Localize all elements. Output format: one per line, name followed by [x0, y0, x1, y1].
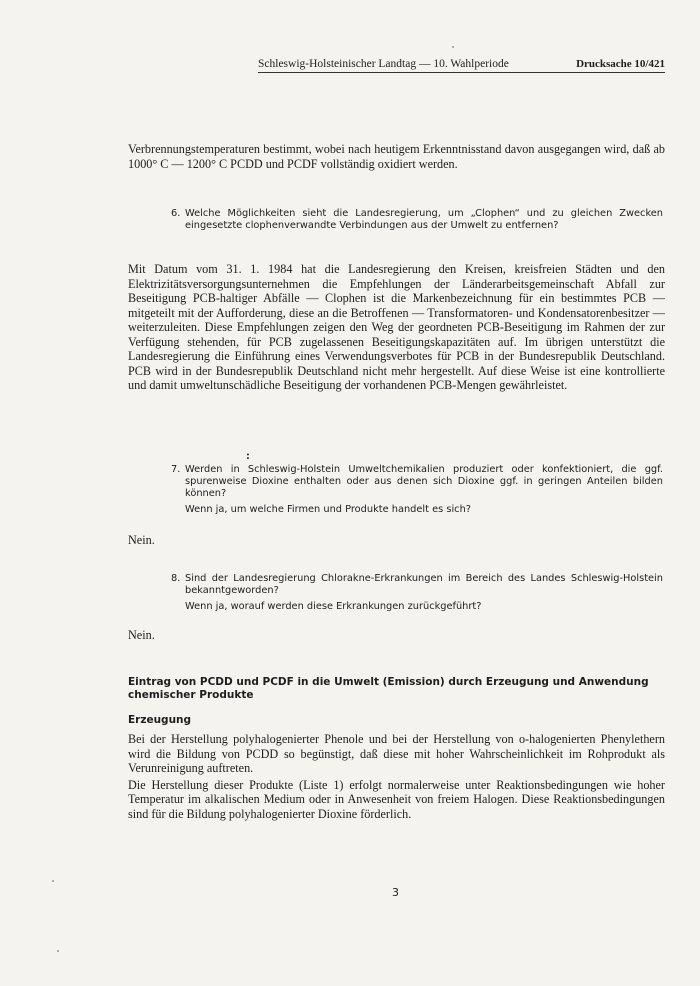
- separator-mark: :: [246, 448, 250, 462]
- paragraph-1: Bei der Herstellung polyhalogenierter Phenole und bei der Herstellung von o-halogenierten Phenylethern wird die Bildung von PCDD so begünstigt, daß diese mit hoher Wahrscheinlichkeit im Rohprodukt als Verunreinigung auftreten.: [128, 732, 665, 775]
- question-text: Werden in Schleswig-Holstein Umweltchemikalien produziert oder konfektioniert, die ggf. spurenweise Dioxine enthalten oder aus denen sich Dioxine ggf. in geringen Anteilen bilden können?: [185, 464, 663, 499]
- page-header: [258, 58, 665, 73]
- intro-paragraph: Verbrennungstemperaturen bestimmt, wobei nach heutigem Erkenntnisstand davon ausgegangen wird, daß ab 1000° C — 1200° C PCDD und PCDF vollständig oxidiert werden.: [128, 142, 665, 171]
- question-8: [171, 573, 663, 613]
- question-subtext: Wenn ja, worauf werden diese Erkrankungen zurückgeführt?: [185, 601, 482, 612]
- question-number: 8.: [171, 573, 181, 584]
- scan-speck: [52, 880, 54, 882]
- header-title: Schleswig-Holsteinischer Landtag — 10. Wahlperiode: [258, 58, 509, 70]
- scan-speck: [57, 950, 59, 952]
- section-heading: Eintrag von PCDD und PCDF in die Umwelt (Emission) durch Erzeugung und Anwendung chemischer Produkte: [128, 676, 649, 701]
- document-number: Drucksache 10/421: [576, 58, 665, 70]
- question-text: Sind der Landesregierung Chlorakne-Erkrankungen im Bereich des Landes Schleswig-Holstein bekanntgeworden?: [185, 573, 663, 596]
- body-section: [128, 732, 665, 823]
- subheading: Erzeugung: [128, 714, 192, 726]
- question-number: 7.: [171, 464, 181, 475]
- question-text: Welche Möglichkeiten sieht die Landesregierung, um „Clophen“ und zu gleichen Zwecken eingesetzte clophenverwandte Verbindungen aus der Umwelt zu entfernen?: [185, 208, 663, 231]
- question-7: [171, 464, 663, 516]
- question-subtext: Wenn ja, um welche Firmen und Produkte handelt es sich?: [185, 504, 471, 515]
- question-6: [171, 208, 663, 232]
- scan-speck: [452, 46, 454, 48]
- paragraph-2: Die Herstellung dieser Produkte (Liste 1) erfolgt normalerweise unter Reaktionsbedingungen wie hoher Temperatur im alkalischen Medium oder in Anwesenheit von freiem Halogen. Diese Reaktionsbedingungen sind für die Bildung polyhalogenierter Dioxine förderlich.: [128, 777, 665, 821]
- answer-7: Nein.: [128, 533, 155, 547]
- page-number: 3: [392, 886, 399, 899]
- answer-8: Nein.: [128, 628, 155, 642]
- answer-6: Mit Datum vom 31. 1. 1984 hat die Landesregierung den Kreisen, kreisfreien Städten und den Elektrizitätsversorgungsunternehmen die Empfehlungen der Länderarbeitsgemeinschaft Abfall zur Beseitigung PCB-haltiger Abfälle — Clophen ist die Markenbezeichnung für ein bestimmtes PCB — mitgeteilt mit der Aufforderung, diese an die Betroffenen — Transformatoren- und Kondensatorenbesitzer — weiterzuleiten. Diese Empfehlungen zeigen den Weg der geordneten PCB-Beseitigung im Rahmen der zur Verfügung stehenden, für PCB zugelassenen Beseitigungskapazitäten auf. Im übrigen unterstützt die Landesregierung die Einführung eines Verwendungsverbotes für PCB in der Bundesrepublik Deutschland. PCB wird in der Bundesrepublik Deutschland nicht mehr hergestellt. Auf diese Weise ist eine kontrollierte und damit umweltunschädliche Beseitigung der vorhandenen PCB-Mengen gewährleistet.: [128, 262, 665, 392]
- question-number: 6.: [171, 208, 181, 219]
